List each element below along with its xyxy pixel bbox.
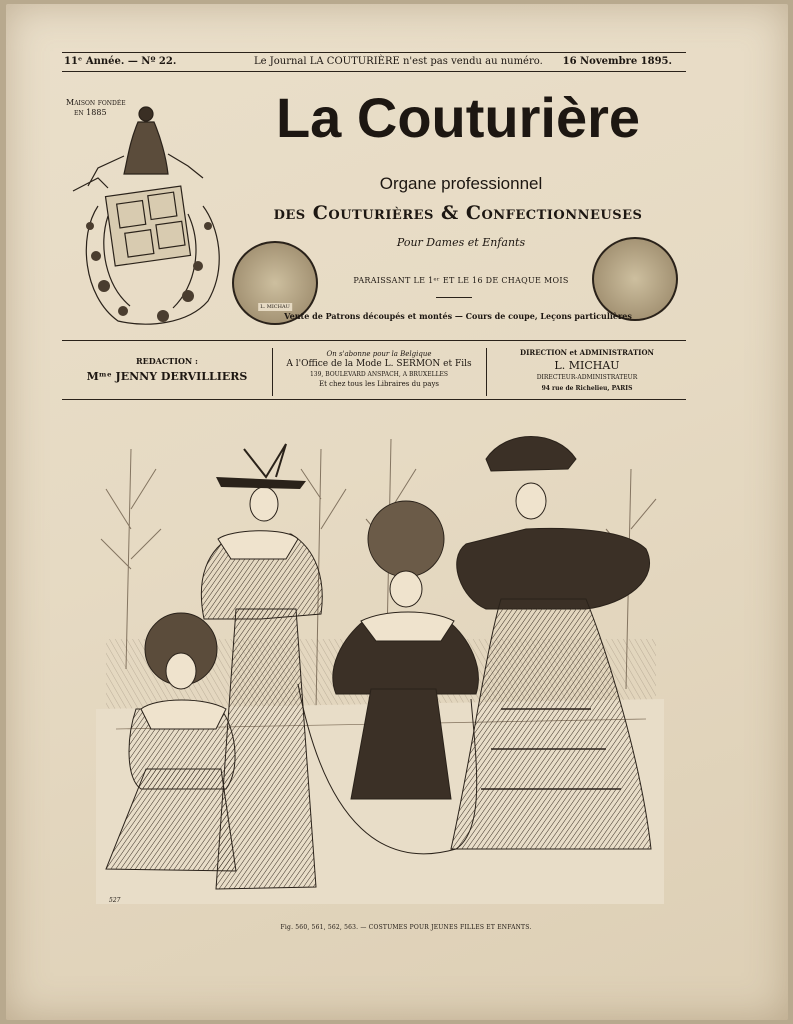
belgium-column bbox=[274, 344, 484, 400]
direction-label: DIRECTION et ADMINISTRATION bbox=[520, 348, 654, 357]
founded-line-2: en 1885 bbox=[74, 108, 107, 117]
newspaper-page bbox=[6, 4, 788, 1020]
director-title: DIRECTEUR-ADMINISTRATEUR bbox=[536, 374, 638, 381]
organe-line: Organe professionnel bbox=[379, 174, 543, 193]
subtitle: des Couturières & Confectionneuses bbox=[273, 202, 643, 224]
sale-notice: Le Journal LA COUTURIÈRE n'est pas vendu au numéro. bbox=[254, 56, 543, 67]
director-address: 94 rue de Richelieu, PARIS bbox=[541, 385, 633, 392]
belgium-line: On s'abonne pour la Belgique bbox=[326, 350, 432, 358]
redaction-name: Mᵐᵉ JENNY DERVILLIERS bbox=[86, 370, 248, 383]
box-rule-bottom bbox=[62, 399, 686, 400]
top-rule bbox=[62, 52, 686, 53]
vignette-emblem bbox=[68, 96, 228, 328]
issue-year: 11ᵉ Année. — Nº 22. bbox=[64, 56, 177, 67]
short-divider bbox=[436, 297, 472, 298]
info-box bbox=[68, 344, 686, 400]
illustration-caption: Fig. 560, 561, 562, 563. — COSTUMES POUR JEUNES FILLES ET ENFANTS. bbox=[280, 924, 532, 931]
belgium-libraries: Et chez tous les Libraires du pays bbox=[318, 380, 440, 388]
box-rule-top bbox=[62, 340, 686, 341]
redaction-label: REDACTION : bbox=[136, 356, 198, 366]
box-divider-1 bbox=[272, 348, 273, 396]
medal-right bbox=[592, 237, 678, 321]
belgium-address: 139, BOULEVARD ANSPACH, A BRUXELLES bbox=[309, 371, 449, 378]
top-rule-bottom bbox=[62, 71, 686, 72]
box-divider-2 bbox=[486, 348, 487, 396]
director-name: L. MICHAU bbox=[554, 359, 620, 372]
plate-number: 527 bbox=[109, 897, 121, 904]
frequency-line: PARAISSANT LE 1ᵉʳ ET LE 16 DE CHAQUE MOIS bbox=[353, 276, 569, 285]
services-line: Vente de Patrons découpés et montés — Cours de coupe, Leçons particulières bbox=[284, 311, 632, 321]
medal-left-label: L. MICHAU bbox=[260, 304, 290, 310]
issue-date: 16 Novembre 1895. bbox=[562, 56, 672, 67]
belgium-office: A l'Office de la Mode L. SERMON et Fils bbox=[286, 359, 472, 369]
redaction-column bbox=[68, 344, 266, 400]
direction-column bbox=[488, 344, 686, 400]
audience-line: Pour Dames et Enfants bbox=[396, 236, 526, 249]
journal-title: La Couturière bbox=[275, 86, 641, 149]
fashion-plate-illustration bbox=[86, 409, 674, 919]
founded-line-1: Maison fondée bbox=[66, 98, 126, 107]
